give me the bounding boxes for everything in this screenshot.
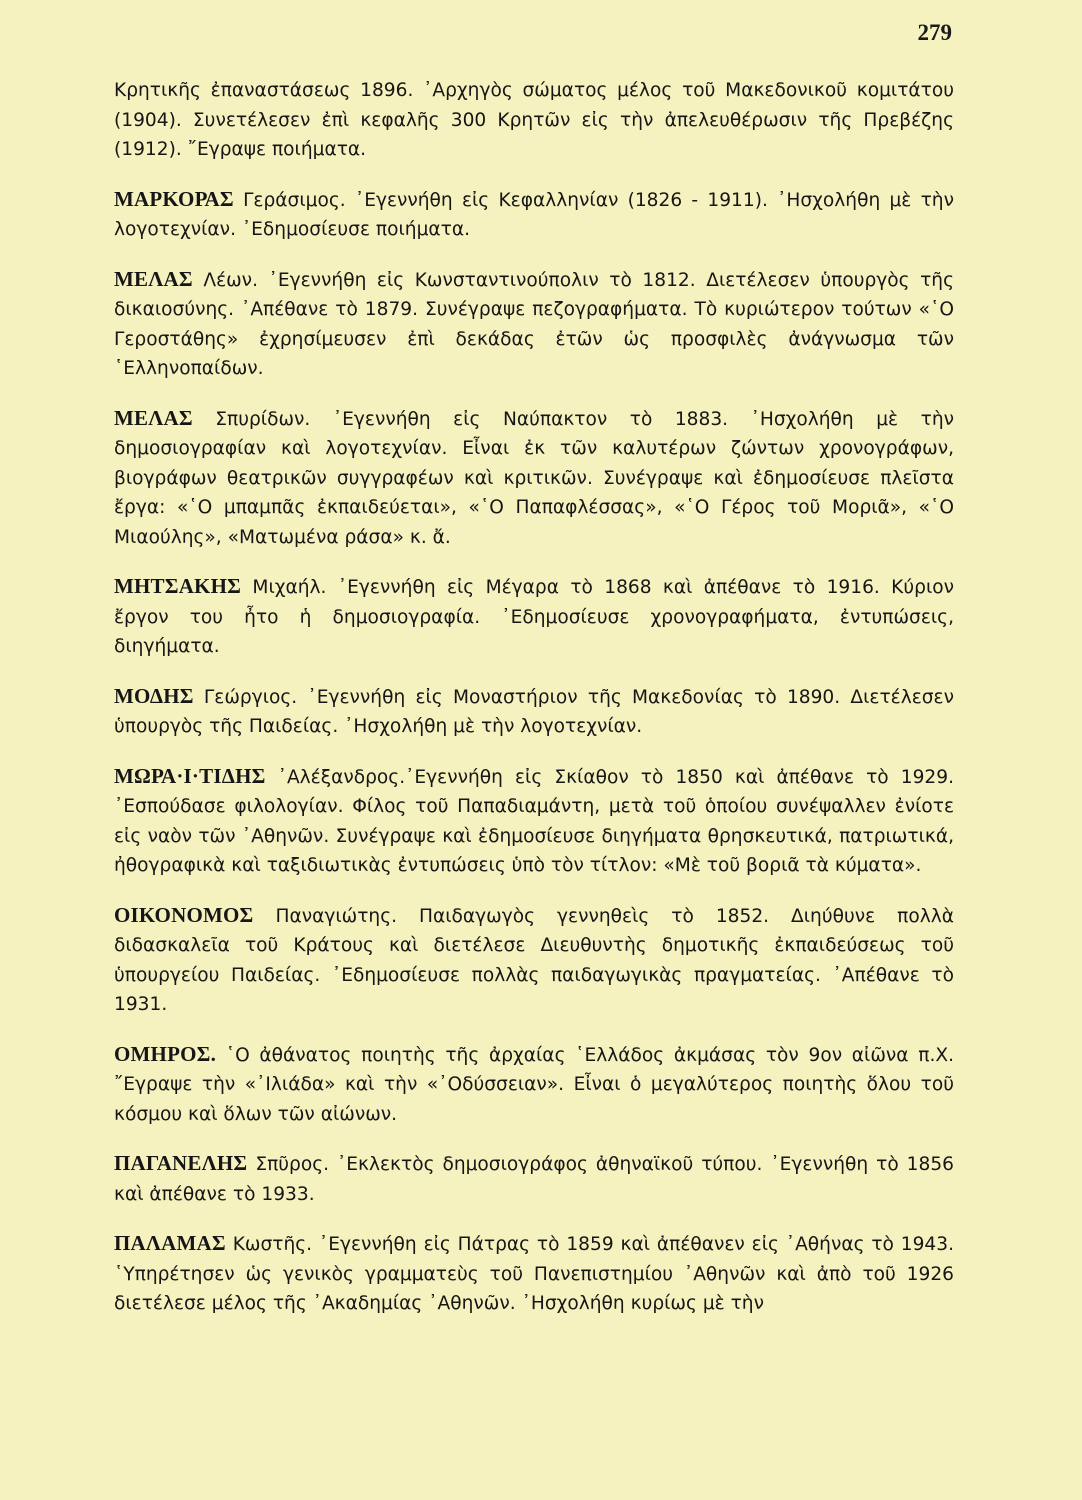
entry-name: ΜΑΡΚΟΡΑΣ	[114, 186, 234, 211]
entry-name: ΜΩΡΑ·Ι·ΤΙΔΗΣ	[114, 763, 266, 788]
entry-name: ΠΑΓΑΝΕΛΗΣ	[114, 1151, 248, 1175]
entry-text: ῾Ο ἀθάνατος ποιητὴς τῆς ἀρχαίας ῾Ελλάδος ἀκμάσας τὸν 9ον αἰῶνα π.Χ. ῎Εγραψε τὴν «᾿Ιλιάδα» καὶ τὴν «᾿Οδύσσειαν». Εἶναι ὁ μεγαλύτερος ποιητὴς ὅλου τοῦ κόσμου καὶ ὅλων τῶν αἰώνων.	[114, 1044, 954, 1125]
entry-modis	[114, 682, 954, 742]
entry-text: Γεράσιμος. ᾿Εγεννήθη εἰς Κεφαλληνίαν (1826 - 1911). ᾿Ησχολήθη μὲ τὴν λογοτεχνίαν. ᾿Εδημοσίευσε ποιήματα.	[114, 189, 954, 240]
entry-text: ᾿Αλέξανδρος.᾿Εγεννήθη εἰς Σκίαθον τὸ 1850 καὶ ἀπέθανε τὸ 1929. ᾿Εσπούδασε φιλολογίαν. Φίλος τοῦ Παπαδιαμάντη, μετὰ τοῦ ὁποίου συνέψαλλεν ἐνίοτε εἰς ναὸν τῶν ᾿Αθηνῶν. Συνέγραψε καὶ ἐδημοσίευσε διηγήματα θρησκευτικά, πατριωτικά, ἠθογραφικὰ καὶ ταξιδιωτικὰς ἐντυπώσεις ὑπὸ τὸν τίτλον: «Μὲ τοῦ βοριᾶ τὰ κύματα».	[114, 766, 954, 876]
entry-markoras	[114, 185, 954, 245]
dictionary-entries	[114, 76, 954, 1339]
entry-text: Λέων. ᾿Εγεννήθη εἰς Κωνσταντινούπολιν τὸ 1812. Διετέλεσεν ὑπουργὸς τῆς δικαιοσύνης. ᾿Απέθανε τὸ 1879. Συνέγραψε πεζογραφήματα. Τὸ κυριώτερον τούτων «῾Ο Γεροστάθης» ἐχρησίμευσεν ἐπὶ δεκάδας ἐτῶν ὡς προσφιλὲς ἀνάγνωσμα τῶν ῾Ελληνοπαίδων.	[114, 269, 954, 379]
entry-text: Σπυρίδων. ᾿Εγεννήθη εἰς Ναύπακτον τὸ 1883. ᾿Ησχολήθη μὲ τὴν δημοσιογραφίαν καὶ λογοτεχνίαν. Εἶναι ἐκ τῶν καλυτέρων ζώντων χρονογράφων, βιογράφων θεατρικῶν συγγραφέων καὶ κριτικῶν. Συνέγραψε καὶ ἐδημοσίευσε πλεῖστα ἔργα: «῾Ο μπαμπᾶς ἐκπαιδεύεται», «῾Ο Παπαφλέσσας», «῾Ο Γέρος τοῦ Μοριᾶ», «῾Ο Μιαούλης», «Ματωμένα ράσα» κ. ἄ.	[114, 408, 954, 548]
entry-name: ΜΕΛΑΣ	[114, 405, 193, 430]
entry-moraitidis	[114, 762, 954, 881]
entry-continuation	[114, 76, 954, 165]
entry-text: Παναγιώτης. Παιδαγωγὸς γεννηθεὶς τὸ 1852. Διηύθυνε πολλὰ διδασκαλεῖα τοῦ Κράτους καὶ διετέλεσε Διευθυντὴς δημοτικῆς ἐκπαιδεύσεως τοῦ ὑπουργείου Παιδείας. ᾿Εδημοσίευσε πολλὰς παιδαγωγικὰς πραγματείας. ᾿Απέθανε τὸ 1931.	[114, 905, 954, 1015]
entry-name: ΜΟΔΗΣ	[114, 683, 194, 708]
entry-paganelis	[114, 1149, 954, 1209]
entry-mitsakis	[114, 572, 954, 662]
entry-melas-leon	[114, 265, 954, 384]
entry-text: Σπῦρος. ᾿Εκλεκτὸς δημοσιογράφος ἀθηναϊκοῦ τύπου. ᾿Εγεννήθη τὸ 1856 καὶ ἀπέθανε τὸ 1933.	[114, 1154, 954, 1205]
entry-name: ΟΙΚΟΝΟΜΟΣ	[114, 902, 254, 927]
entry-text: Γεώργιος. ᾿Εγεννήθη εἰς Μοναστήριον τῆς Μακεδονίας τὸ 1890. Διετέλεσεν ὑπουργὸς τῆς Παιδείας. ᾿Ησχολήθη μὲ τὴν λογοτεχνίαν.	[114, 686, 954, 737]
entry-melas-spyridon	[114, 404, 954, 553]
entry-name: ΟΜΗΡΟΣ.	[114, 1041, 217, 1066]
page-number: 279	[917, 20, 952, 45]
entry-palamas	[114, 1229, 954, 1319]
entry-text: Κωστῆς. ᾿Εγεννήθη εἰς Πάτρας τὸ 1859 καὶ ἀπέθανεν εἰς ᾿Αθήνας τὸ 1943. ῾Υπηρέτησεν ὡς γενικὸς γραμματεὺς τοῦ Πανεπιστημίου ᾿Αθηνῶν καὶ ἀπὸ τοῦ 1926 διετέλεσε μέλος τῆς ᾿Ακαδημίας ᾿Αθηνῶν. ᾿Ησχολήθη κυρίως μὲ τὴν	[114, 1234, 954, 1314]
entry-text: Κρητικῆς ἐπαναστάσεως 1896. ᾿Αρχηγὸς σώματος μέλος τοῦ Μακεδονικοῦ κομιτάτου (1904). Συνετέλεσεν ἐπὶ κεφαλῆς 300 Κρητῶν εἰς τὴν ἀπελευθέρωσιν τῆς Πρεβέζης (1912). ῎Εγραψε ποιήματα.	[114, 80, 954, 160]
entry-omiros	[114, 1040, 954, 1130]
entry-name: ΜΗΤΣΑΚΗΣ	[114, 574, 242, 598]
entry-name: ΜΕΛΑΣ	[114, 266, 193, 291]
entry-text: Μιχαήλ. ᾿Εγεννήθη εἰς Μέγαρα τὸ 1868 καὶ ἀπέθανε τὸ 1916. Κύριον ἔργον του ἦτο ἡ δημοσιογραφία. ᾿Εδημοσίευσε χρονογραφήματα, ἐντυπώσεις, διηγήματα.	[114, 577, 954, 657]
entry-name: ΠΑΛΑΜΑΣ	[114, 1231, 226, 1255]
entry-oikonomos	[114, 901, 954, 1020]
